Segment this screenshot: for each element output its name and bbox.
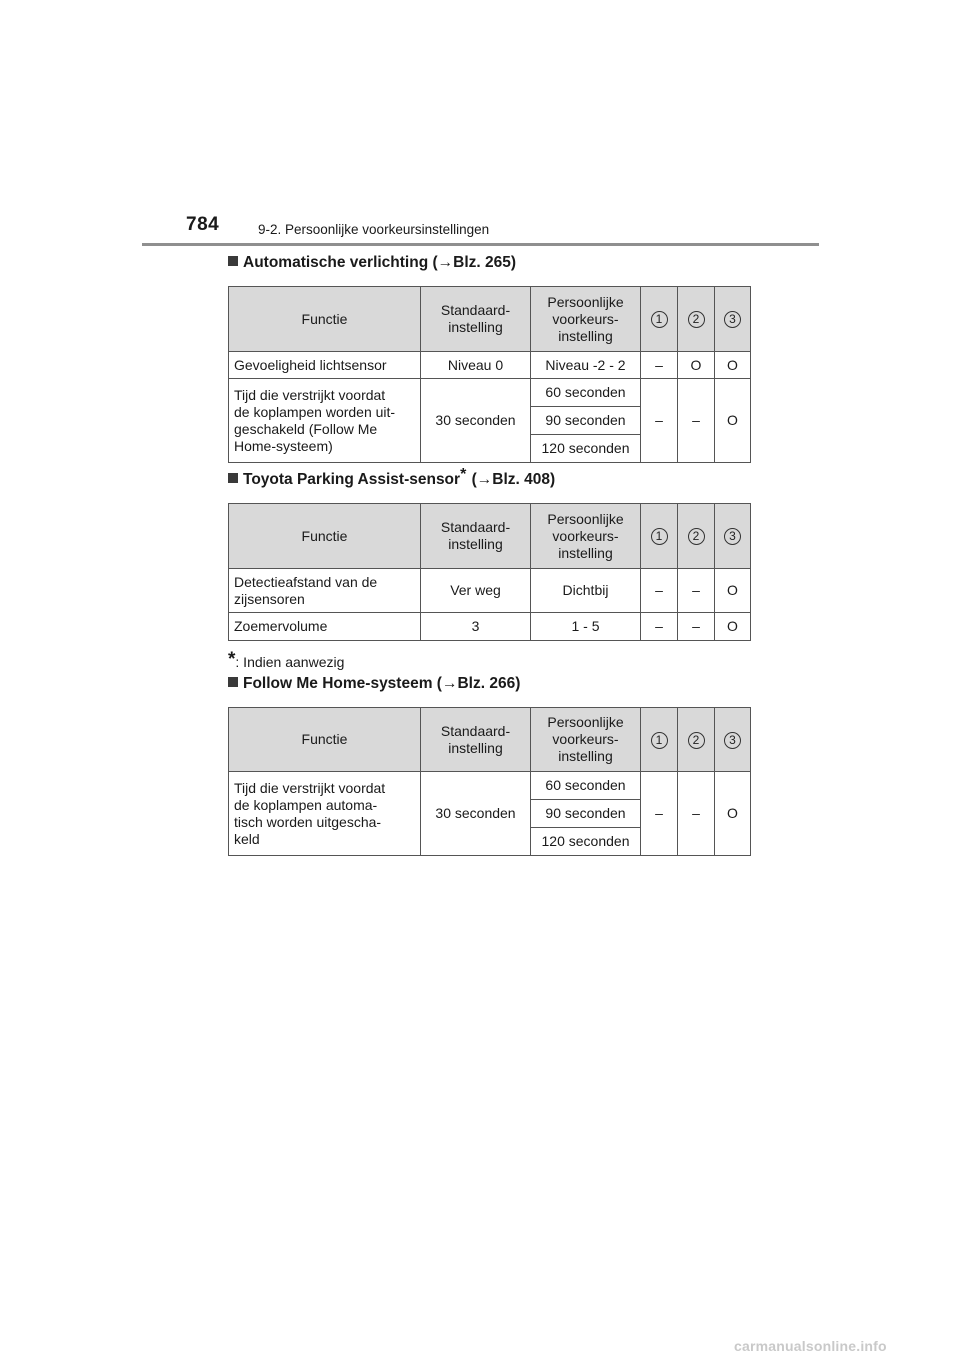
cell-custom-option: 90 seconden bbox=[531, 800, 641, 828]
header-default: Standaard- instelling bbox=[421, 708, 531, 772]
header-custom: Persoonlijke voorkeurs- instelling bbox=[531, 287, 641, 352]
footnote bbox=[228, 649, 344, 671]
cell-col-3: O bbox=[715, 379, 751, 463]
cell-col-1: – bbox=[641, 569, 678, 613]
table-row bbox=[229, 569, 751, 613]
table-row bbox=[229, 772, 751, 800]
header-function: Functie bbox=[229, 504, 421, 569]
cell-col-1: – bbox=[641, 772, 678, 856]
header-function: Functie bbox=[229, 287, 421, 352]
header-col-1 bbox=[641, 504, 678, 569]
footnote-marker: * bbox=[460, 466, 467, 483]
square-bullet-icon bbox=[228, 677, 238, 687]
section-heading-parking-assist: Toyota Parking Assist-sensor* (→Blz. 408) bbox=[228, 471, 555, 489]
circled-one-icon: 1 bbox=[651, 732, 668, 749]
table-row bbox=[229, 352, 751, 379]
header-default: Standaard- instelling bbox=[421, 287, 531, 352]
header-col-2 bbox=[678, 287, 715, 352]
cell-default: 3 bbox=[421, 613, 531, 641]
cell-custom: Niveau -2 - 2 bbox=[531, 352, 641, 379]
cell-col-1: – bbox=[641, 613, 678, 641]
cell-col-2: – bbox=[678, 772, 715, 856]
circled-two-icon: 2 bbox=[688, 311, 705, 328]
cell-default: 30 seconden bbox=[421, 379, 531, 463]
table-header-row bbox=[229, 287, 751, 352]
cell-custom-option: 60 seconden bbox=[531, 772, 641, 800]
table-header-row bbox=[229, 708, 751, 772]
circled-three-icon: 3 bbox=[724, 528, 741, 545]
header-custom: Persoonlijke voorkeurs- instelling bbox=[531, 708, 641, 772]
header-default: Standaard- instelling bbox=[421, 504, 531, 569]
cell-function: Zoemervolume bbox=[229, 613, 421, 641]
table-row bbox=[229, 379, 751, 407]
cell-col-2: O bbox=[678, 352, 715, 379]
section-heading-follow-me-home: Follow Me Home-systeem (→Blz. 266) bbox=[228, 675, 520, 693]
circled-two-icon: 2 bbox=[688, 528, 705, 545]
circled-two-icon: 2 bbox=[688, 732, 705, 749]
table-header-row bbox=[229, 504, 751, 569]
watermark: carmanualsonline.info bbox=[734, 1338, 887, 1354]
header-col-3 bbox=[715, 287, 751, 352]
square-bullet-icon bbox=[228, 473, 238, 483]
cell-custom: 1 - 5 bbox=[531, 613, 641, 641]
cell-col-3: O bbox=[715, 613, 751, 641]
header-custom: Persoonlijke voorkeurs- instelling bbox=[531, 504, 641, 569]
cell-col-2: – bbox=[678, 569, 715, 613]
square-bullet-icon bbox=[228, 256, 238, 266]
header-function: Functie bbox=[229, 708, 421, 772]
header-col-2 bbox=[678, 504, 715, 569]
circled-three-icon: 3 bbox=[724, 311, 741, 328]
cell-col-1: – bbox=[641, 352, 678, 379]
cell-col-3: O bbox=[715, 352, 751, 379]
header-col-1 bbox=[641, 287, 678, 352]
cell-custom-option: 60 seconden bbox=[531, 379, 641, 407]
header-col-1 bbox=[641, 708, 678, 772]
cell-default: Ver weg bbox=[421, 569, 531, 613]
footnote-text: : Indien aanwezig bbox=[235, 654, 345, 670]
section-heading-automatic-lighting: Automatische verlichting (→Blz. 265) bbox=[228, 254, 516, 272]
cell-function: Detectieafstand van de zijsensoren bbox=[229, 569, 421, 613]
cell-col-2: – bbox=[678, 379, 715, 463]
cell-col-2: – bbox=[678, 613, 715, 641]
header-col-2 bbox=[678, 708, 715, 772]
cell-custom-option: 120 seconden bbox=[531, 828, 641, 856]
cell-function: Tijd die verstrijkt voordat de koplampen worden uit- geschakeld (Follow Me Home-systeem) bbox=[229, 379, 421, 463]
table-parking-assist bbox=[228, 503, 751, 641]
table-follow-me-home bbox=[228, 707, 751, 856]
cell-col-3: O bbox=[715, 772, 751, 856]
header-divider bbox=[142, 243, 819, 246]
cell-custom-option: 120 seconden bbox=[531, 435, 641, 463]
table-row bbox=[229, 613, 751, 641]
cell-col-3: O bbox=[715, 569, 751, 613]
table-automatic-lighting bbox=[228, 286, 751, 463]
cell-col-1: – bbox=[641, 379, 678, 463]
header-col-3 bbox=[715, 504, 751, 569]
cell-function: Tijd die verstrijkt voordat de koplampen automa- tisch worden uitgescha- keld bbox=[229, 772, 421, 856]
cell-custom-option: 90 seconden bbox=[531, 407, 641, 435]
cell-function: Gevoeligheid lichtsensor bbox=[229, 352, 421, 379]
page-number: 784 bbox=[186, 214, 220, 235]
header-col-3 bbox=[715, 708, 751, 772]
circled-one-icon: 1 bbox=[651, 528, 668, 545]
cell-custom: Dichtbij bbox=[531, 569, 641, 613]
circled-one-icon: 1 bbox=[651, 311, 668, 328]
circled-three-icon: 3 bbox=[724, 732, 741, 749]
cell-default: Niveau 0 bbox=[421, 352, 531, 379]
cell-default: 30 seconden bbox=[421, 772, 531, 856]
footnote-star: * bbox=[228, 649, 236, 670]
chapter-title: 9-2. Persoonlijke voorkeursinstellingen bbox=[258, 222, 490, 237]
